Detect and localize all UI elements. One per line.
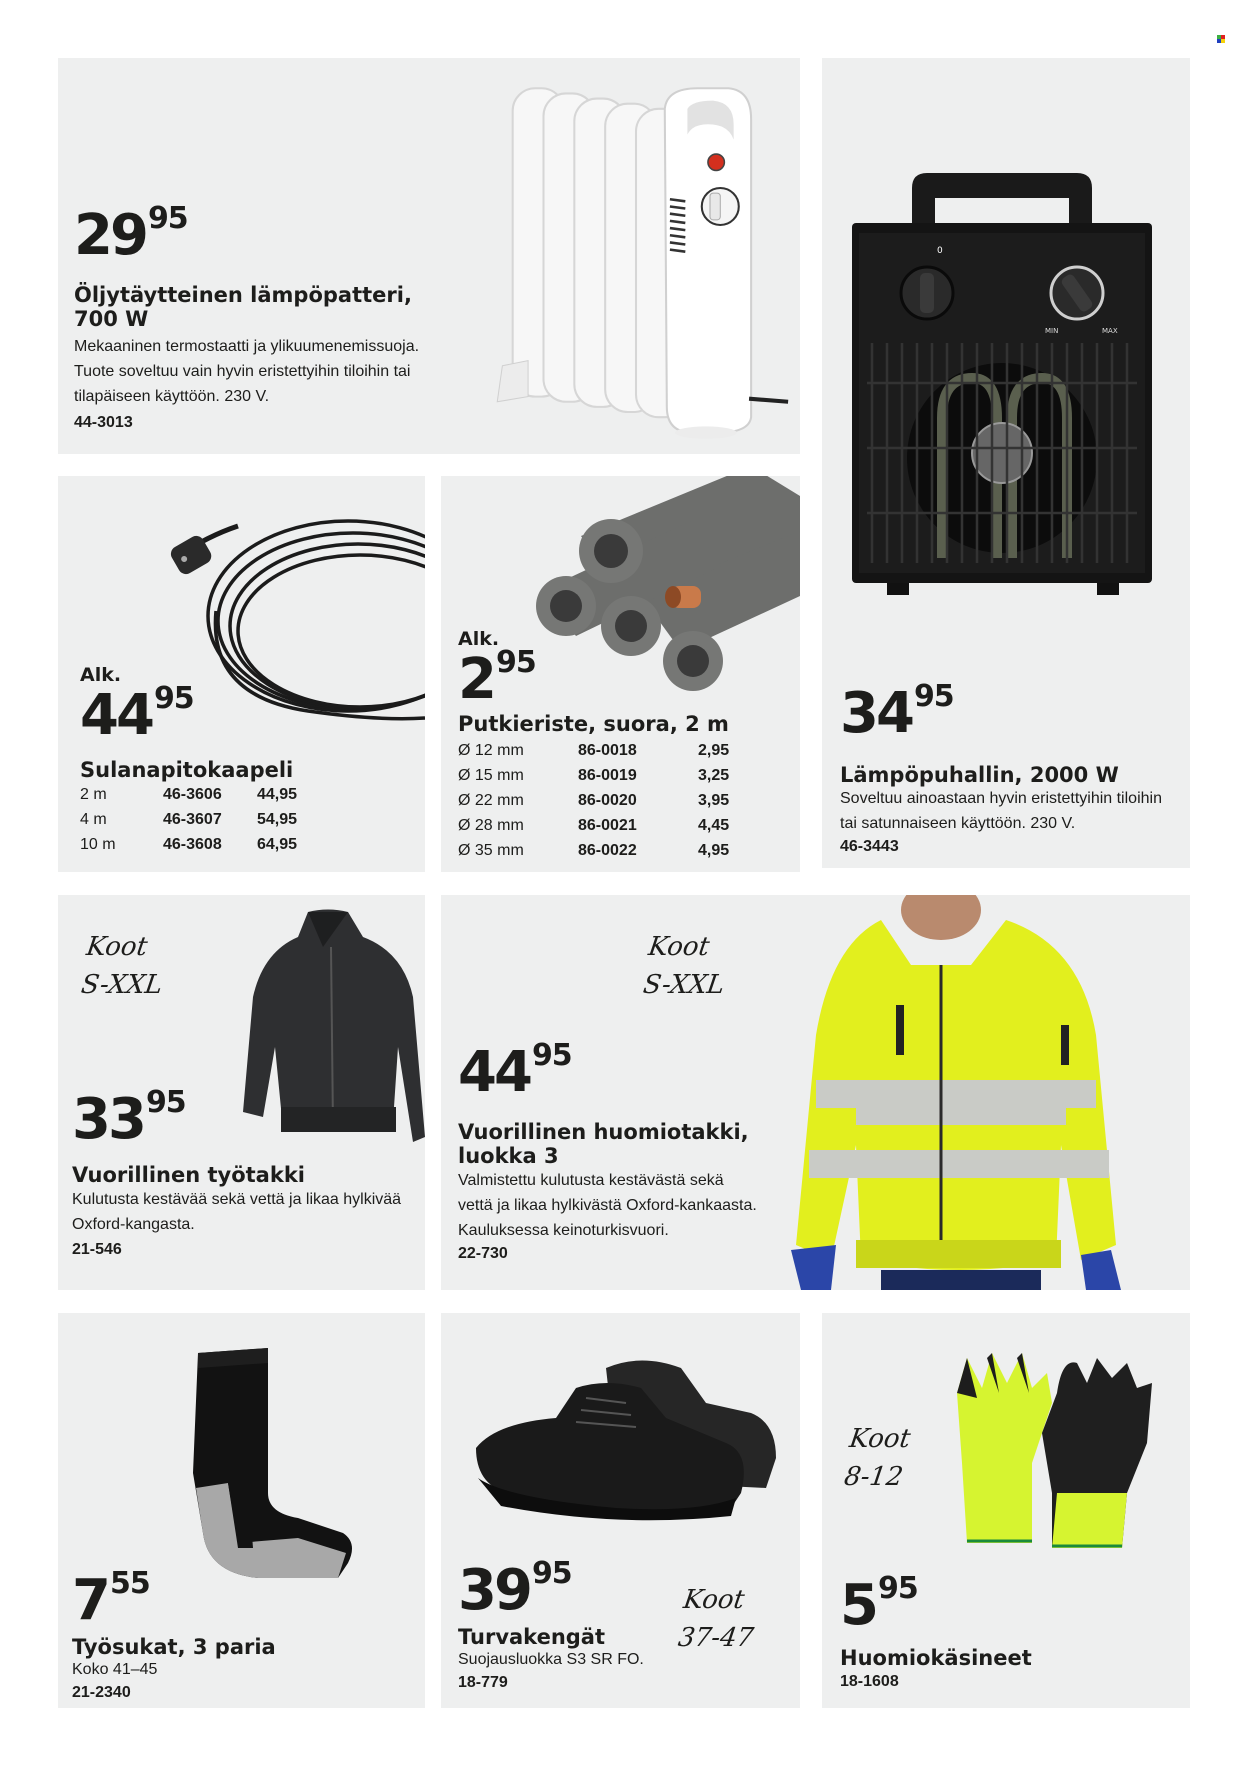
price: 755 <box>72 1566 150 1633</box>
product-code: 18-779 <box>458 1674 508 1691</box>
product-card-heating-cable[interactable] <box>58 476 425 872</box>
brand-logo-icon <box>1217 35 1225 43</box>
sock-icon <box>168 1343 358 1593</box>
price: 595 <box>840 1571 918 1638</box>
product-description: Kulutusta kestävää sekä vettä ja likaa hylkivää Oxford-kangasta. <box>72 1191 402 1233</box>
fan-heater-icon <box>847 168 1157 598</box>
product-title: Vuorillinen työtakki <box>72 1163 305 1187</box>
product-card-pipe-insulation[interactable] <box>441 476 800 872</box>
price: 295 <box>458 645 536 712</box>
hi-vis-jacket-icon <box>761 895 1121 1290</box>
product-card-work-jacket[interactable] <box>58 895 425 1290</box>
product-code: 44-3013 <box>74 414 133 431</box>
product-code: 21-546 <box>72 1241 122 1258</box>
variant-table <box>458 738 729 863</box>
sizes-note: Koot S-XXL <box>641 932 727 1000</box>
price-prefix: Alk. <box>458 628 500 650</box>
product-card-hi-vis-gloves[interactable] <box>822 1313 1190 1708</box>
price: 2995 <box>74 201 188 268</box>
product-description: Mekaaninen termostaatti ja ylikuumenemissuoja. Tuote soveltuu vain hyvin eristettyihin tiloihin tai tilapäiseen käyttöön. 230 V. <box>74 338 420 405</box>
radiator-icon <box>476 78 796 448</box>
variant-row[interactable]: Ø 15 mm 86-0019 3,25 <box>458 766 730 784</box>
product-description: Valmistettu kulutusta kestävästä sekä vettä ja likaa hylkivästä Oxford-kankaasta. Kauluksessa keinoturkisvuori. <box>458 1172 757 1239</box>
product-card-hi-vis-jacket[interactable] <box>441 895 1190 1290</box>
sizes-note: Koot 37-47 <box>676 1585 756 1653</box>
gloves-icon <box>937 1353 1157 1568</box>
product-description: Suojausluokka S3 SR FO. <box>458 1651 644 1668</box>
product-code: 18-1608 <box>840 1673 899 1690</box>
product-code: 46-3443 <box>840 838 899 855</box>
product-title: Turvakengät <box>458 1625 606 1649</box>
variant-row[interactable]: Ø 35 mm 86-0022 4,95 <box>458 841 730 859</box>
price: 3995 <box>458 1556 572 1623</box>
product-code: 21-2340 <box>72 1684 131 1701</box>
jacket-icon <box>213 907 425 1167</box>
price: 4495 <box>80 681 194 748</box>
product-title: Työsukat, 3 paria <box>72 1635 276 1659</box>
product-title: Öljytäytteinen lämpöpatteri, 700 W <box>74 283 412 331</box>
product-title: Huomiokäsineet <box>840 1646 1032 1670</box>
product-card-work-socks[interactable] <box>58 1313 425 1708</box>
sizes-note: Koot 8-12 <box>842 1424 913 1492</box>
product-card-oil-radiator[interactable] <box>58 58 800 454</box>
product-card-safety-shoes[interactable] <box>441 1313 800 1708</box>
svg-text:MIN: MIN <box>1045 327 1059 335</box>
svg-text:MAX: MAX <box>1102 327 1118 335</box>
variant-row[interactable]: 2 m 46-3606 44,95 <box>80 785 298 803</box>
shoes-icon <box>466 1358 786 1548</box>
variant-row[interactable]: Ø 22 mm 86-0020 3,95 <box>458 791 730 809</box>
product-description: Soveltuu ainoastaan hyvin eristettyihin tiloihin tai satunnaiseen käyttöön. 230 V. <box>840 790 1162 832</box>
product-title: Sulanapitokaapeli <box>80 758 294 782</box>
sizes-note: Koot S-XXL <box>79 932 165 1000</box>
pipe-insulation-icon <box>521 476 800 691</box>
variant-row[interactable]: 4 m 46-3607 54,95 <box>80 810 298 828</box>
price: 4495 <box>458 1038 572 1105</box>
product-description: Koko 41–45 <box>72 1661 158 1678</box>
price: 3495 <box>840 679 954 746</box>
svg-text:0: 0 <box>937 246 943 256</box>
variant-row[interactable]: 10 m 46-3608 64,95 <box>80 835 298 853</box>
price: 3395 <box>72 1085 186 1152</box>
product-code: 22-730 <box>458 1245 508 1262</box>
variant-row[interactable]: Ø 12 mm 86-0018 2,95 <box>458 741 730 759</box>
variant-table <box>80 782 297 857</box>
product-card-fan-heater[interactable] <box>822 58 1190 868</box>
price-prefix: Alk. <box>80 664 122 686</box>
product-title: Vuorillinen huomiotakki, luokka 3 <box>458 1120 749 1168</box>
product-title: Putkieriste, suora, 2 m <box>458 712 729 736</box>
variant-row[interactable]: Ø 28 mm 86-0021 4,45 <box>458 816 730 834</box>
product-title: Lämpöpuhallin, 2000 W <box>840 763 1119 787</box>
